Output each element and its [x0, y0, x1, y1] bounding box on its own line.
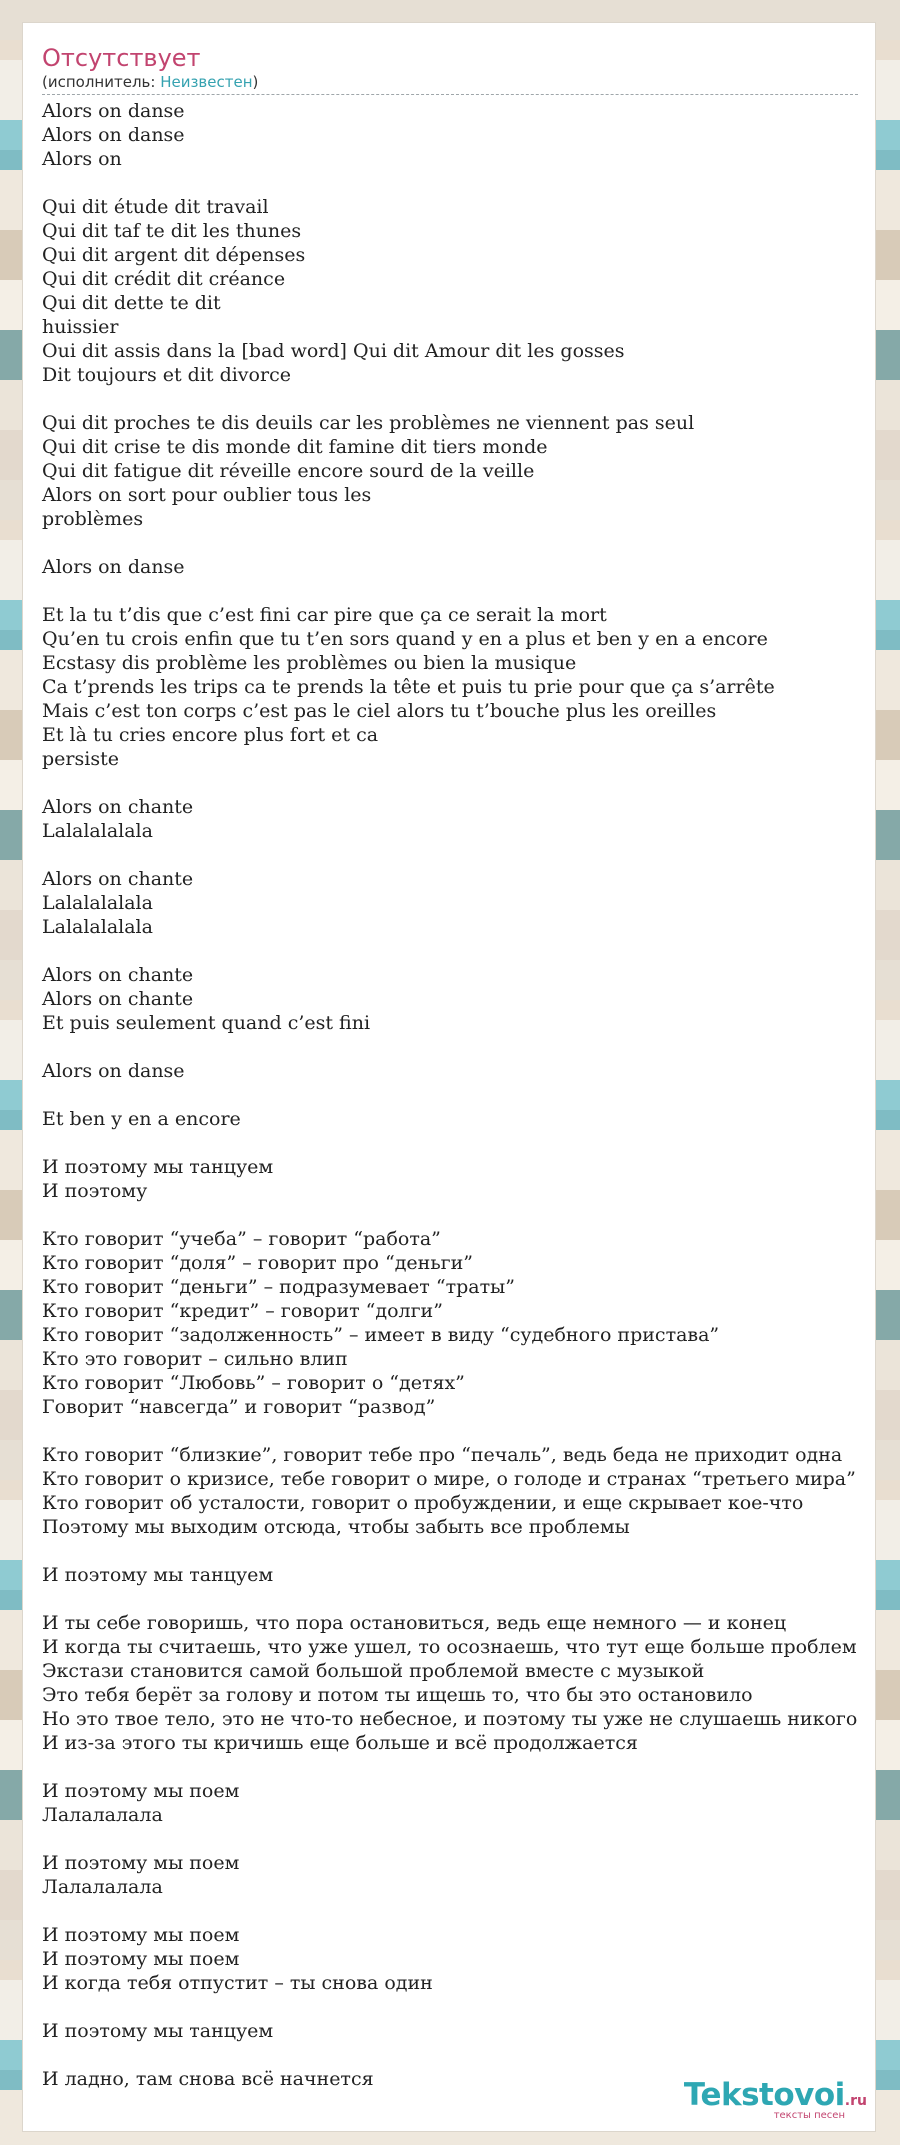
lyric-line: Qui dit crise te dis monde dit famine dit tiers monde — [42, 436, 548, 458]
lyric-line: Dit toujours et dit divorce — [42, 364, 291, 386]
lyric-line: И ладно, там снова всё начнется — [42, 2068, 374, 2090]
lyric-line: Lalalalalala — [42, 892, 153, 914]
stanza-gap — [42, 843, 882, 867]
lyric-line: Лалалалала — [42, 1804, 163, 1826]
stanza-gap — [42, 1827, 882, 1851]
lyric-line: Кто говорит “задолженность” – имеет в виду “судебного пристава” — [42, 1324, 720, 1346]
stanza-gap — [42, 2043, 882, 2067]
lyric-line: Alors on chante — [42, 868, 194, 890]
lyric-line: И поэтому мы танцуем — [42, 1156, 274, 1178]
lyric-line: Лалалалала — [42, 1876, 163, 1898]
lyric-line: Кто говорит “учеба” – говорит “работа” — [42, 1228, 441, 1250]
lyric-line: Alors on danse — [42, 556, 185, 578]
lyric-line: Qui dit fatigue dit réveille encore sourd de la veille — [42, 460, 535, 482]
lyric-line: Alors on chante — [42, 988, 194, 1010]
stanza-gap — [42, 1587, 882, 1611]
lyric-line: И когда ты считаешь, что уже ушел, то осознаешь, что тут еще больше проблем — [42, 1636, 857, 1658]
stanza-gap — [42, 1755, 882, 1779]
lyric-line: И поэтому мы поем — [42, 1948, 240, 1970]
stanza-gap — [42, 531, 882, 555]
logo-name: Tekstovoi — [683, 2077, 845, 2113]
lyric-line: И поэтому мы поем — [42, 1924, 240, 1946]
stanza-gap — [42, 1419, 882, 1443]
lyrics-text — [42, 99, 882, 2091]
stanza-gap — [42, 939, 882, 963]
lyric-line: Qu’en tu crois enfin que tu t’en sors quand y en a plus et ben y en a encore — [42, 628, 768, 650]
lyric-line: Экстази становится самой большой проблемой вместе с музыкой — [42, 1660, 705, 1682]
lyric-line: Qui dit crédit dit créance — [42, 268, 286, 290]
lyric-line: И из-за этого ты кричишь еще больше и всё продолжается — [42, 1732, 638, 1754]
lyric-line: Qui dit argent dit dépenses — [42, 244, 306, 266]
stanza-gap — [42, 387, 882, 411]
stanza-gap — [42, 1083, 882, 1107]
stanza-gap — [42, 1035, 882, 1059]
logo-tld: .ru — [844, 2093, 867, 2109]
lyric-line: И ты себе говоришь, что пора остановиться, ведь еще немного — и конец — [42, 1612, 787, 1634]
lyric-line: huissier — [42, 316, 119, 338]
song-header — [42, 43, 858, 95]
lyric-line: Кто говорит “деньги” – подразумевает “траты” — [42, 1276, 515, 1298]
lyric-line: И поэтому мы поем — [42, 1852, 240, 1874]
lyric-line: Et là tu cries encore plus fort et ca — [42, 724, 379, 746]
lyric-line: Et ben y en a encore — [42, 1108, 241, 1130]
lyric-line: Qui dit taf te dit les thunes — [42, 220, 302, 242]
lyric-line: persiste — [42, 748, 119, 770]
stanza-gap — [42, 171, 882, 195]
lyric-line: Кто говорит “кредит” – говорит “долги” — [42, 1300, 443, 1322]
lyrics-card — [22, 22, 876, 2132]
lyric-line: Lalalalalala — [42, 820, 153, 842]
lyric-line: Alors on chante — [42, 796, 194, 818]
lyric-line: Ca t’prends les trips ca te prends la tête et puis tu prie pour que ça s’arrête — [42, 676, 775, 698]
lyric-line: И поэтому мы поем — [42, 1780, 240, 1802]
stanza-gap — [42, 1131, 882, 1155]
lyric-line: Кто говорит “доля” – говорит про “деньги” — [42, 1252, 474, 1274]
lyric-line: Alors on danse — [42, 100, 185, 122]
lyric-line: Это тебя берёт за голову и потом ты ищешь то, что бы это остановило — [42, 1684, 753, 1706]
stanza-gap — [42, 579, 882, 603]
lyric-line: Mais c’est ton corps c’est pas le ciel alors tu t’bouche plus les oreilles — [42, 700, 717, 722]
lyric-line: Говорит “навсегда” и говорит “развод” — [42, 1396, 436, 1418]
song-title: Отсутствует — [42, 44, 201, 72]
lyric-line: Alors on danse — [42, 124, 185, 146]
stanza-gap — [42, 1995, 882, 2019]
lyric-line: Et puis seulement quand c’est fini — [42, 1012, 371, 1034]
lyric-line: И поэтому мы танцуем — [42, 2020, 274, 2042]
stanza-gap — [42, 1539, 882, 1563]
lyric-line: Кто говорит “близкие”, говорит тебе про “печаль”, ведь беда не приходит одна — [42, 1444, 843, 1466]
logo-tagline: тексты песен — [773, 2110, 845, 2121]
lyric-line: Alors on chante — [42, 964, 194, 986]
lyric-line: Кто говорит об усталости, говорит о пробуждении, и еще скрывает кое-что — [42, 1492, 804, 1514]
artist-prefix: (исполнитель: — [42, 73, 161, 91]
lyric-line: Et la tu t’dis que c’est fini car pire que ça ce serait la mort — [42, 604, 607, 626]
lyric-line: Но это твое тело, это не что-то небесное, и поэтому ты уже не слушаешь никого — [42, 1708, 858, 1730]
artist-line — [42, 73, 858, 91]
lyric-line: И когда тебя отпустит – ты снова один — [42, 1972, 433, 1994]
lyric-line: Alors on — [42, 148, 122, 170]
lyric-line: Oui dit assis dans la [bad word] Qui dit Amour dit les gosses — [42, 340, 625, 362]
lyric-line: И поэтому мы танцуем — [42, 1564, 274, 1586]
lyric-line: Кто говорит о кризисе, тебе говорит о мире, о голоде и странах “третьего мира” — [42, 1468, 856, 1490]
artist-suffix: ) — [252, 73, 259, 91]
stanza-gap — [42, 1899, 882, 1923]
lyric-line: Alors on sort pour oublier tous les — [42, 484, 372, 506]
site-logo[interactable] — [684, 2079, 867, 2121]
lyric-line: Кто говорит “Любовь” – говорит о “детях” — [42, 1372, 465, 1394]
stanza-gap — [42, 771, 882, 795]
lyric-line: И поэтому — [42, 1180, 148, 1202]
lyric-line: Lalalalalala — [42, 916, 153, 938]
lyric-line: Кто это говорит – сильно влип — [42, 1348, 348, 1370]
lyric-line: Qui dit proches te dis deuils car les problèmes ne viennent pas seul — [42, 412, 695, 434]
lyric-line: Qui dit étude dit travail — [42, 196, 269, 218]
lyric-line: Ecstasy dis problème les problèmes ou bien la musique — [42, 652, 577, 674]
artist-link[interactable]: Неизвестен — [160, 73, 253, 91]
lyric-line: Qui dit dette te dit — [42, 292, 221, 314]
lyric-line: problèmes — [42, 508, 144, 530]
lyric-line: Поэтому мы выходим отсюда, чтобы забыть все проблемы — [42, 1516, 630, 1538]
lyric-line: Alors on danse — [42, 1060, 185, 1082]
stanza-gap — [42, 1203, 882, 1227]
